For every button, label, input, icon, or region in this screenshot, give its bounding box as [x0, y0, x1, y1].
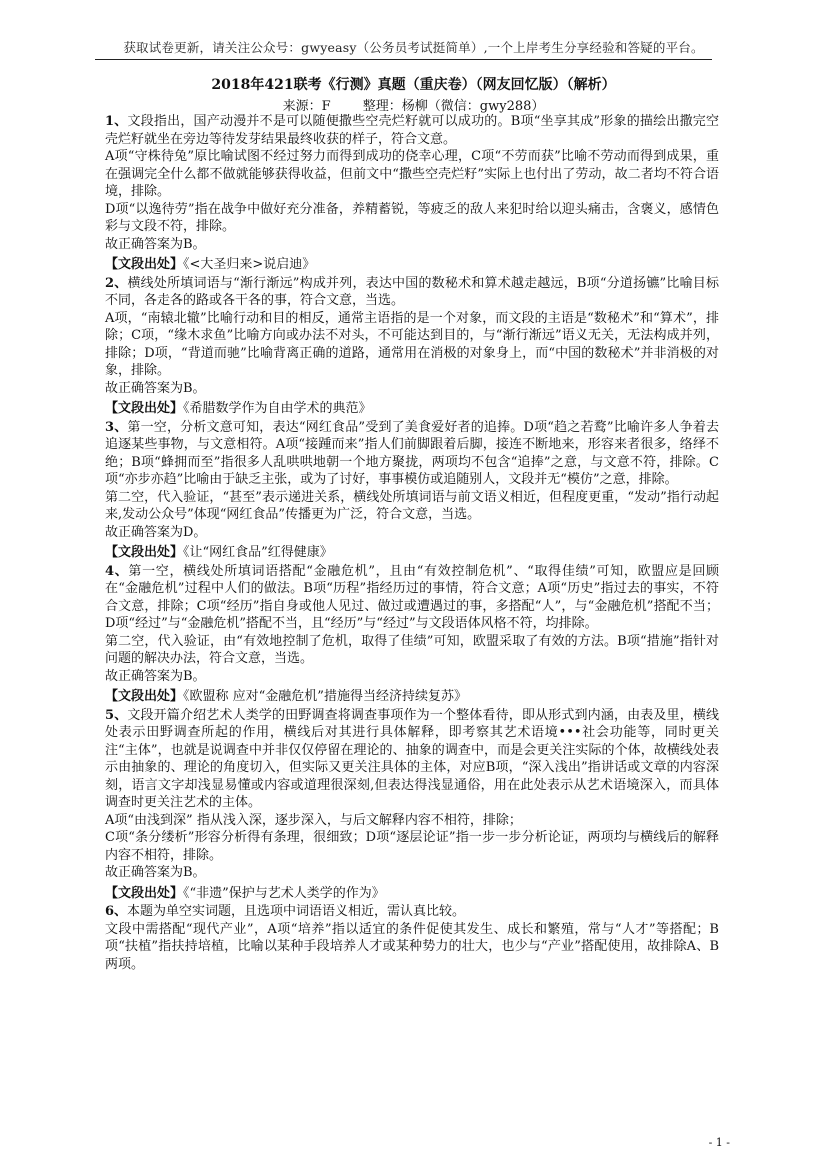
- question-2-source: [105, 400, 719, 418]
- question-1-option-analysis: A项“守株待兔”原比喻试图不经过努力而得到成功的侥幸心理，C项“不劳而获”比喻不劳动而得到成果，重在强调完全什么都不做就能够获得收益，但前文中“撒些空壳烂籽”实际上也付出了劳动，故二者均不符合语境，排除。: [105, 149, 719, 199]
- byline: [0, 95, 827, 114]
- question-2-number: 2、: [105, 275, 128, 291]
- question-5-option-a: A项“由浅到深” 指从浅入深，逐步深入，与后文解释内容不相符，排除；: [105, 812, 522, 828]
- question-4-answer: 故正确答案为B。: [105, 668, 206, 684]
- question-6-analysis: 文段中需搭配“现代产业”，A项“培养”指以适宜的条件促使其发生、成长和繁殖，常与“人才”等搭配；B项“扶植”指扶持培植，比喻以某种手段培养人才或某种势力的壮大，也少与“产业”搭配使用，故排除A、B两项。: [105, 921, 719, 972]
- question-3-paragraph: [105, 419, 719, 489]
- question-6-paragraph: [105, 903, 719, 921]
- source-label: 【文段出处】: [105, 401, 184, 416]
- question-4-paragraph: [105, 563, 719, 633]
- question-6-text: 本题为单空实词题，且选项中词语语义相近，需认真比较。: [127, 904, 466, 919]
- source-label: 【文段出处】: [105, 885, 184, 901]
- question-2-text: 横线处所填词语与“渐行渐远”构成并列，表达中国的数秘术和算术越走越远，B项“分道扬镳”比喻目标不同，各走各的路或各干各的事，符合文意，当选。: [105, 275, 720, 308]
- question-1-paragraph: [105, 113, 719, 148]
- question-2-answer: 故正确答案为B。: [105, 380, 206, 396]
- question-3-text: 第一空，分析文意可知，表达“网红食品”受到了美食爱好者的追捧。D项“趋之若鹜”比喻许多人争着去追逐某些事物，与文意相符。A项“接踵而来”指人们前脚跟着后脚，接连不断地来，形容来者很多，络绎不绝；B项“蜂拥而至”指很多人乱哄哄地朝一个地方聚拢，两项均不包含“追捧”之意，与文意不符，排除。C项“亦步亦趋”比喻由于缺乏主张，或为了讨好，事事模仿或追随别人，文段并无“模仿”之意，排除。: [105, 419, 719, 487]
- question-2-paragraph: [105, 275, 719, 310]
- header-note: 获取试卷更新，请关注公众号：gwyeasy（公务员考试挺简单）,一个上岸考生分享经验和答疑的平台。: [123, 40, 704, 55]
- source-label: 【文段出处】: [105, 689, 184, 704]
- source-title: 《希腊数学作为自由学术的典范》: [183, 401, 372, 416]
- page-number: - 1 -: [708, 1136, 730, 1149]
- question-4-source: [105, 688, 719, 706]
- question-6-number: 6、: [105, 904, 128, 919]
- question-4-number: 4、: [105, 563, 129, 579]
- question-1-option-d: D项“以逸待劳”指在战争中做好充分准备，养精蓄锐，等疲乏的敌人来犯时给以迎头痛击，含褒义，感情色彩与文段不符，排除。: [105, 201, 719, 234]
- source-label: 【文段出处】: [105, 545, 184, 560]
- question-4-second-blank: 第二空，代入验证，由“有效地控制了危机，取得了佳绩”可知，欧盟采取了有效的方法。B项“措施”指针对问题的解决办法，符合文意，当选。: [105, 633, 719, 666]
- question-5-text: 文段开篇介绍艺术人类学的田野调查将调查事项作为一个整体看待，即从形式到内涵，由表及里，横线处表示田野调查所起的作用，横线后对其进行具体解释，即考察其艺术语境•••社会功能等，同时更关注“主体”，也就是说调查中并非仅仅停留在理论的、抽象的调查中，而是会更关注实际的个体，故横线处表示由抽象的、理论的角度切入，但实际又更关注具体的主体，对应B项，“深入浅出”指讲话或文章的内容深刻，语言文字却浅显易懂或内容或道理很深刻,但表达得浅显通俗，用在此处表示从艺术语境深入，而具体调查时更关注艺术的主体。: [105, 707, 719, 810]
- question-5-paragraph: [105, 707, 719, 812]
- question-1-text: 文段指出，国产动漫并不是可以随便撒些空壳烂籽就可以成功的。B项“坐享其成”形象的描绘出撒完空壳烂籽就坐在旁边等待发芽结果最终收获的样子，符合文意。: [105, 114, 719, 147]
- question-5-number: 5、: [105, 707, 128, 723]
- question-4-text: 第一空，横线处所填词语搭配“金融危机”，且由“有效控制危机”、“取得佳绩”可知，欧盟应是回顾在“金融危机”过程中人们的做法。B项“历程”指经历过的事情，符合文意；A项“历史”指过去的事实，不符合文意，排除；C项“经历”指自身或他人见过、做过或遭遇过的事，多搭配“人”，与“金融危机”搭配不当；D项“经过”与“金融危机”搭配不当，且“经历”与“经过”与文段语体风格不符，均排除。: [105, 563, 719, 631]
- document-body: [105, 113, 719, 973]
- question-5-option-cd: C项“条分缕析”形容分析得有条理，很细致；D项“逐层论证”指一步一步分析论证，两项均与横线后的解释内容不相符，排除。: [105, 830, 719, 863]
- editor-label: 整理：杨柳（微信：gwy288）: [362, 99, 545, 114]
- source-label: 【文段出处】: [105, 257, 184, 272]
- question-5-source: [105, 885, 719, 903]
- question-1-number: 1、: [105, 114, 128, 129]
- source-label: 来源：F: [282, 99, 331, 114]
- question-5-answer: 故正确答案为B。: [105, 865, 206, 880]
- question-3-source: [105, 544, 719, 562]
- question-2-option-analysis: A项，“南辕北辙”比喻行动和目的相反，通常主语指的是一个对象，而文段的主语是“数秘术”和“算术”，排除；C项，“缘木求鱼”比喻方向或办法不对头，不可能达到目的，与“渐行渐远”语义无关，无法构成并列，排除；D项，“背道而驰”比喻背离正确的道路，通常用在消极的对象身上，而“中国的数秘术”并非消极的对象，排除。: [105, 310, 719, 378]
- source-title: 《让“网红食品”红得健康》: [183, 545, 333, 560]
- header-divider: [95, 59, 712, 60]
- question-3-answer: 故正确答案为D。: [105, 524, 207, 540]
- document-title: 2018年421联考《行测》真题（重庆卷）（网友回忆版）（解析）: [211, 77, 616, 93]
- source-title: 《“非遗”保护与艺术人类学的作为》: [183, 885, 385, 901]
- source-title: 《<大圣归来>说启迪》: [183, 257, 316, 272]
- question-1-answer: 故正确答案为B。: [105, 236, 206, 252]
- question-3-second-blank: 第二空，代入验证，“甚至”表示递进关系，横线处所填词语与前文语义相近，但程度更重，“发动”指行动起来,发动公众号”体现“网红食品”传播更为广泛，符合文意，当选。: [105, 489, 719, 522]
- question-1-source: [105, 256, 719, 274]
- question-3-number: 3、: [105, 419, 128, 435]
- source-title: 《欧盟称 应对“金融危机”措施得当经济持续复苏》: [183, 689, 467, 704]
